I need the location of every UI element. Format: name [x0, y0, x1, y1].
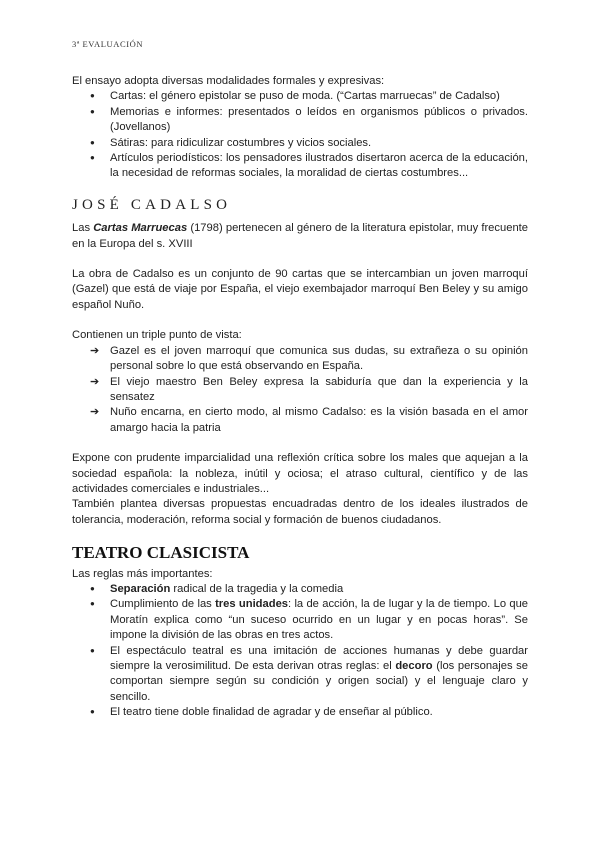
- bullet-icon: [90, 597, 104, 612]
- list-item: ● El espectáculo teatral es una imitación de acciones humanas y debe guardar siempre la verosimilitud. De esta derivan otras reglas: el decoro (los personajes se comportan siempre según su condición y origen social) y el lenguaje claro y sencillo.: [90, 644, 528, 706]
- list-item: ● Sátiras: para ridiculizar costumbres y vicios sociales.: [90, 136, 528, 151]
- list-item: ● Memorias e informes: presentados o leídos en organismos públicos o privados. (Jovellanos): [90, 105, 528, 136]
- modalities-list: [72, 89, 528, 181]
- bullet-icon: [90, 136, 104, 151]
- arrow-icon: [90, 405, 104, 420]
- list-item: ➔ Nuño encarna, en cierto modo, al mismo Cadalso: es la visión basada en el amor amargo hacia la patria: [90, 405, 528, 436]
- list-item: ● Separación radical de la tragedia y la comedia: [90, 582, 528, 597]
- bullet-icon: [90, 151, 104, 166]
- arrow-icon: [90, 344, 104, 359]
- list-item: ● Cartas: el género epistolar se puso de moda. (“Cartas marruecas” de Cadalso): [90, 89, 528, 104]
- list-item: ● Artículos periodísticos: los pensadores ilustrados disertaron acerca de la educación, la necesidad de reformas sociales, la moralidad de ciertas costumbres...: [90, 151, 528, 182]
- cadalso-paragraph-3-lead: Contienen un triple punto de vista:: [72, 329, 242, 342]
- rules-list: [72, 582, 528, 721]
- bullet-icon: [90, 644, 104, 659]
- section-heading-cadalso: JOSÉ CADALSO: [72, 196, 232, 213]
- list-item: ● Cumplimiento de las tres unidades: la de acción, la de lugar y la de tiempo. Lo que Moratín explica como “un suceso ocurrido en un lugar y en pocas horas”. Se impone la división de las obras en tres actos.: [90, 597, 528, 643]
- bullet-icon: [90, 89, 104, 104]
- cadalso-paragraph-2: La obra de Cadalso es un conjunto de 90 cartas que se intercambian un joven marroquí (Gazel) que está de viaje por España, el viejo exembajador marroquí Ben Beley y su amigo español Nuño.: [72, 268, 528, 311]
- intro-lead: El ensayo adopta diversas modalidades formales y expresivas:: [72, 75, 385, 87]
- viewpoints-list: [72, 344, 528, 436]
- cadalso-paragraph-1: Las Cartas Marruecas (1798) pertenecen al género de la literatura epistolar, muy frecuente en la Europa del s. XVIII: [72, 222, 528, 250]
- bullet-icon: [90, 105, 104, 120]
- book-title: Cartas Marruecas: [93, 222, 188, 235]
- cadalso-paragraph-5: También plantea diversas propuestas encuadradas dentro de los ideales ilustrados de tolerancia, moderación, reforma social y formación de buenos ciudadanos.: [72, 498, 528, 526]
- running-header: 3ª EVALUACIÓN: [72, 39, 144, 49]
- teatro-lead: Las reglas más importantes:: [72, 567, 213, 580]
- bullet-icon: [90, 705, 104, 720]
- list-item: ➔ El viejo maestro Ben Beley expresa la sabiduría que dan la experiencia y la sensatez: [90, 375, 528, 406]
- bullet-icon: [90, 582, 104, 597]
- page-content: [72, 74, 528, 721]
- list-item: ● El teatro tiene doble finalidad de agradar y de enseñar al público.: [90, 705, 528, 720]
- arrow-icon: [90, 375, 104, 390]
- list-item: ➔ Gazel es el joven marroquí que comunica sus dudas, su extrañeza o su opinión personal sobre lo que está observando en España.: [90, 344, 528, 375]
- cadalso-paragraph-4: Expone con prudente imparcialidad una reflexión crítica sobre los males que aquejan a la sociedad española: la nobleza, inútil y ociosa; el atraso cultural, científico y de las actividades comerciales e industriales...: [72, 452, 528, 495]
- section-heading-teatro: TEATRO CLASICISTA: [72, 543, 250, 563]
